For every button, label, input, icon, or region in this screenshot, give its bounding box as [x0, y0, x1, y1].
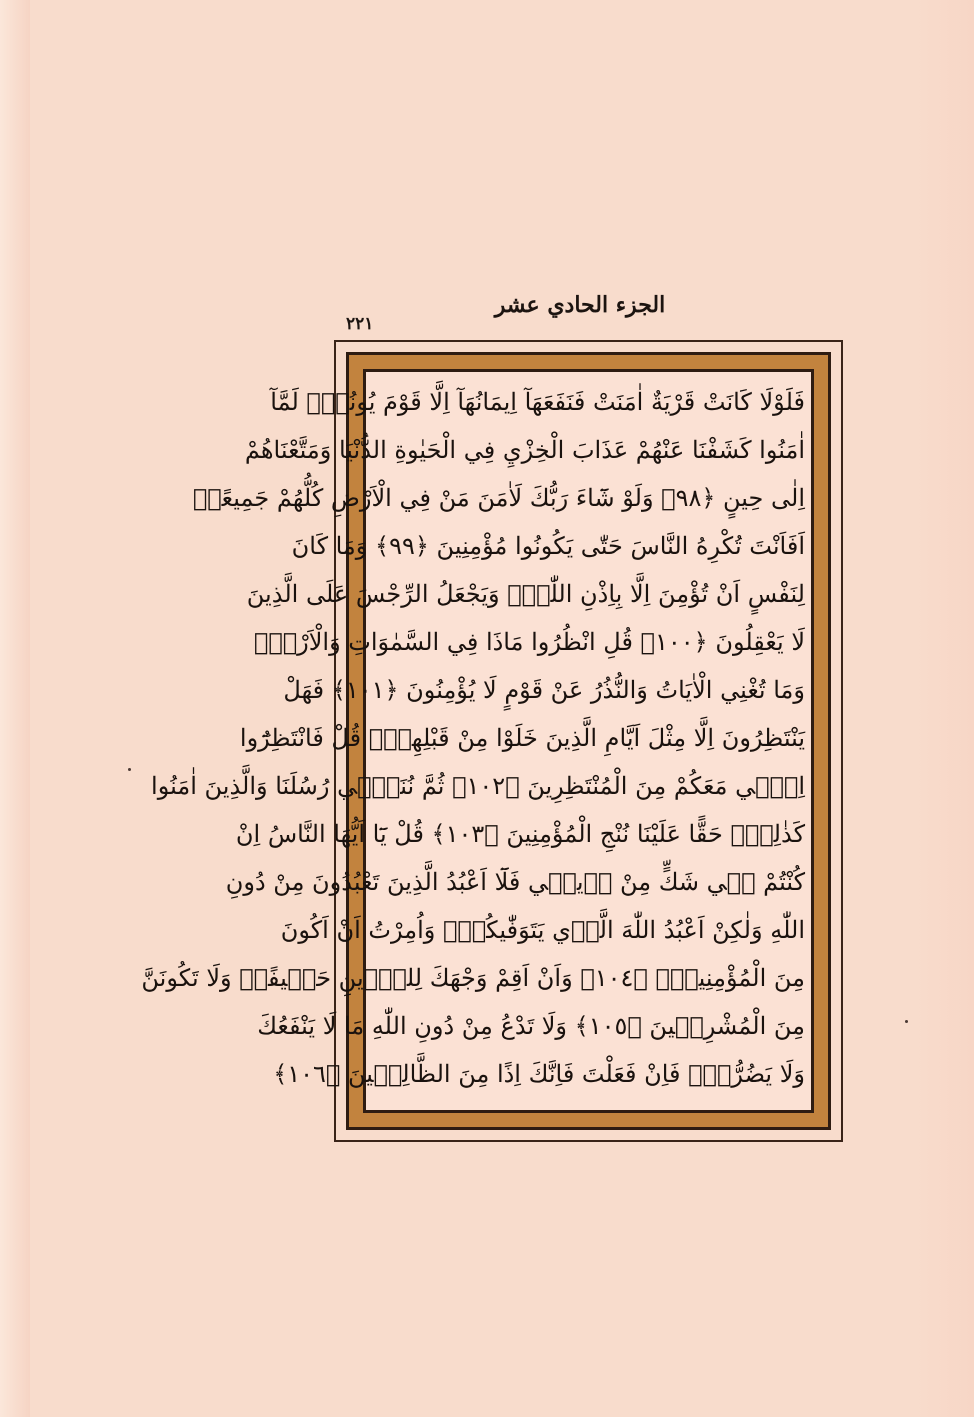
text-line: اللّٰهِ وَلٰكِنْ اَعْبُدُ اللّٰهَ الَّذ۪ي يَتَوَفّٰيكُمْۚ وَاُمِرْتُ اَنْ اَكُونَ — [280, 916, 805, 944]
text-line: كُنْتُمْ ف۪ي شَكٍّ مِنْ د۪ين۪ي فَلَٓا اَعْبُدُ الَّذِينَ تَعْبُدُونَ مِنْ دُونِ — [225, 868, 805, 896]
text-line: وَلَا يَضُرُّكَۚ فَاِنْ فَعَلْتَ فَاِنَّكَ اِذًا مِنَ الظَّالِم۪ينَ ﴿١٠٦﴾ — [273, 1060, 805, 1088]
text-line: وَمَا تُغْنِي الْاٰيَاتُ وَالنُّذُرُ عَنْ قَوْمٍ لَا يُؤْمِنُونَ ﴿١٠١﴾ فَهَلْ — [283, 676, 805, 704]
text-line: كَذٰلِكَۚ حَقًّا عَلَيْنَا نُنْجِ الْمُؤْمِنِينَ ﴿١٠٣﴾ قُلْ يَٓا اَيُّهَا النَّاسُ اِنْ — [235, 820, 805, 848]
text-line: يَنْتَظِرُونَ اِلَّا مِثْلَ اَيَّامِ الَّذِينَ خَلَوْا مِنْ قَبْلِهِمْۜ قُلْ فَانْتَظِرُٓوا — [239, 724, 805, 752]
text-line: اٰمَنُوا كَشَفْنَا عَنْهُمْ عَذَابَ الْخِزْيِ فِي الْحَيٰوةِ الدُّنْيَا وَمَتَّعْنَاهُمْ — [244, 436, 805, 464]
page-edge-right — [914, 0, 974, 1417]
text-line: لَا يَعْقِلُونَ ﴿١٠٠﴾ قُلِ انْظُرُوا مَاذَا فِي السَّمٰوَاتِ وَالْاَرْضِۜ — [253, 628, 805, 656]
page-number: ٢٢١ — [346, 314, 374, 334]
text-line: اِلٰى حِينٍ ﴿٩٨﴾ وَلَوْ شَٓاءَ رَبُّكَ لَاٰمَنَ مَنْ فِي الْاَرْضِ كُلُّهُمْ جَمِيعًاۜ — [192, 484, 805, 512]
text-line: اِنّ۪ي مَعَكُمْ مِنَ الْمُنْتَظِرِينَ ﴿١٠٢﴾ ثُمَّ نُنَجّ۪ي رُسُلَنَا وَالَّذِينَ اٰمَنُوا — [151, 772, 805, 800]
page-edge-left — [0, 0, 30, 1417]
paper-speck — [128, 768, 131, 771]
text-line: فَلَوْلَا كَانَتْ قَرْيَةٌ اٰمَنَتْ فَنَفَعَهَآ اِيمَانُهَآ اِلَّا قَوْمَ يُونُسَۜ لَمَّآ — [270, 388, 805, 416]
text-line: لِنَفْسٍ اَنْ تُؤْمِنَ اِلَّا بِاِذْنِ اللّٰهِۜ وَيَجْعَلُ الرِّجْسَ عَلَى الَّذِينَ — [246, 580, 805, 608]
paper-speck — [905, 1020, 908, 1023]
text-line: مِنَ الْمُشْرِك۪ينَ ﴿١٠٥﴾ وَلَا تَدْعُ مِنْ دُونِ اللّٰهِ مَا لَا يَنْفَعُكَ — [257, 1012, 805, 1040]
text-line: اَفَاَنْتَ تُكْرِهُ النَّاسَ حَتّٰى يَكُونُوا مُؤْمِنِينَ ﴿٩٩﴾ وَمَا كَانَ — [291, 532, 805, 560]
text-line: مِنَ الْمُؤْمِنِينَۙ ﴿١٠٤﴾ وَاَنْ اَقِمْ وَجْهَكَ لِلدّ۪ينِ حَن۪يفًاۚ وَلَا تَكُونَنَّ — [141, 964, 805, 992]
juz-title: الجزء الحادي عشر — [494, 292, 666, 318]
quran-text-block — [141, 378, 805, 1104]
